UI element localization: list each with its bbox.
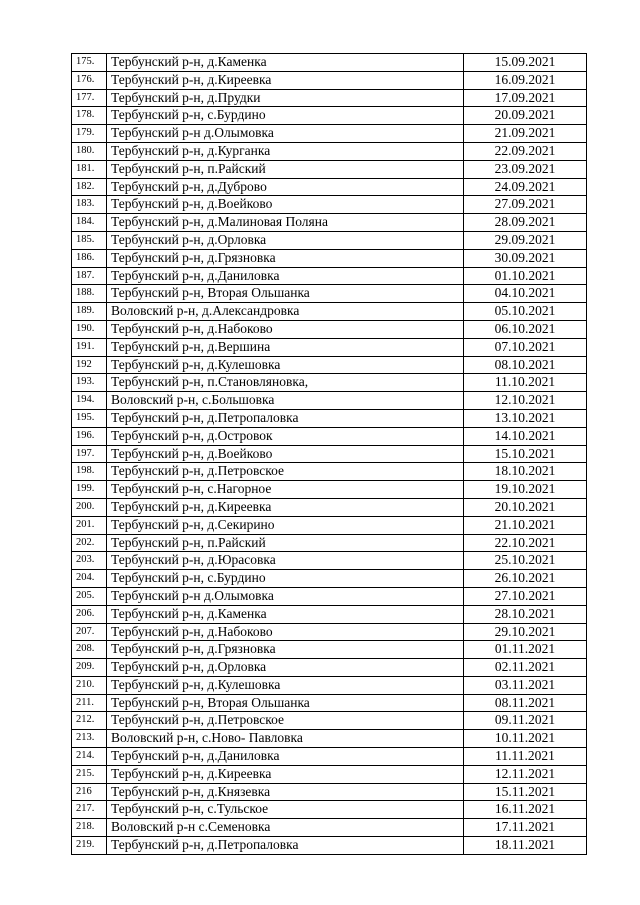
location-cell: Тербунский р-н, Вторая Ольшанка: [107, 694, 464, 712]
location-cell: Тербунский р-н, п.Становляновка,: [107, 374, 464, 392]
row-number-cell: 183.: [72, 196, 107, 214]
date-cell: 06.10.2021: [464, 320, 587, 338]
row-number-cell: 206.: [72, 605, 107, 623]
table-row: [72, 267, 587, 285]
table-row: [72, 481, 587, 499]
table-row: [72, 765, 587, 783]
table-row: [72, 570, 587, 588]
date-cell: 25.10.2021: [464, 552, 587, 570]
table-row: [72, 694, 587, 712]
location-cell: Тербунский р-н, д.Кулешовка: [107, 676, 464, 694]
location-cell: Тербунский р-н, п.Райский: [107, 160, 464, 178]
table-row: [72, 249, 587, 267]
table-row: [72, 659, 587, 677]
date-cell: 29.10.2021: [464, 623, 587, 641]
row-number-cell: 185.: [72, 231, 107, 249]
location-cell: Тербунский р-н, д.Дуброво: [107, 178, 464, 196]
date-cell: 21.10.2021: [464, 516, 587, 534]
date-cell: 28.10.2021: [464, 605, 587, 623]
date-cell: 20.10.2021: [464, 498, 587, 516]
row-number-cell: 216: [72, 783, 107, 801]
date-cell: 09.11.2021: [464, 712, 587, 730]
location-cell: Тербунский р-н, Вторая Ольшанка: [107, 285, 464, 303]
date-cell: 17.09.2021: [464, 89, 587, 107]
row-number-cell: 212.: [72, 712, 107, 730]
date-cell: 07.10.2021: [464, 338, 587, 356]
date-cell: 14.10.2021: [464, 427, 587, 445]
location-cell: Тербунский р-н, д.Курганка: [107, 142, 464, 160]
row-number-cell: 215.: [72, 765, 107, 783]
location-cell: Тербунский р-н, д.Киреевка: [107, 71, 464, 89]
row-number-cell: 192: [72, 356, 107, 374]
table-row: [72, 54, 587, 72]
table-row: [72, 623, 587, 641]
table-row: [72, 89, 587, 107]
location-cell: Тербунский р-н, д.Петропаловка: [107, 837, 464, 855]
row-number-cell: 193.: [72, 374, 107, 392]
date-cell: 16.11.2021: [464, 801, 587, 819]
location-cell: Воловский р-н, д.Александровка: [107, 303, 464, 321]
schedule-table: [71, 53, 587, 855]
date-cell: 15.09.2021: [464, 54, 587, 72]
table-row: [72, 427, 587, 445]
date-cell: 16.09.2021: [464, 71, 587, 89]
date-cell: 29.09.2021: [464, 231, 587, 249]
location-cell: Тербунский р-н, д.Киреевка: [107, 498, 464, 516]
date-cell: 10.11.2021: [464, 730, 587, 748]
date-cell: 02.11.2021: [464, 659, 587, 677]
location-cell: Тербунский р-н, д.Воейково: [107, 196, 464, 214]
row-number-cell: 180.: [72, 142, 107, 160]
location-cell: Тербунский р-н, д.Даниловка: [107, 267, 464, 285]
date-cell: 01.11.2021: [464, 641, 587, 659]
date-cell: 30.09.2021: [464, 249, 587, 267]
row-number-cell: 197.: [72, 445, 107, 463]
row-number-cell: 198.: [72, 463, 107, 481]
row-number-cell: 199.: [72, 481, 107, 499]
row-number-cell: 189.: [72, 303, 107, 321]
row-number-cell: 191.: [72, 338, 107, 356]
row-number-cell: 202.: [72, 534, 107, 552]
row-number-cell: 205.: [72, 587, 107, 605]
location-cell: Тербунский р-н, д.Киреевка: [107, 765, 464, 783]
table-row: [72, 320, 587, 338]
table-row: [72, 712, 587, 730]
row-number-cell: 210.: [72, 676, 107, 694]
date-cell: 11.11.2021: [464, 748, 587, 766]
row-number-cell: 203.: [72, 552, 107, 570]
location-cell: Тербунский р-н, д.Каменка: [107, 605, 464, 623]
date-cell: 17.11.2021: [464, 819, 587, 837]
location-cell: Тербунский р-н, д.Каменка: [107, 54, 464, 72]
date-cell: 18.10.2021: [464, 463, 587, 481]
row-number-cell: 208.: [72, 641, 107, 659]
row-number-cell: 209.: [72, 659, 107, 677]
row-number-cell: 214.: [72, 748, 107, 766]
date-cell: 12.10.2021: [464, 392, 587, 410]
table-row: [72, 605, 587, 623]
row-number-cell: 187.: [72, 267, 107, 285]
location-cell: Тербунский р-н, д.Воейково: [107, 445, 464, 463]
row-number-cell: 207.: [72, 623, 107, 641]
date-cell: 22.09.2021: [464, 142, 587, 160]
row-number-cell: 184.: [72, 214, 107, 232]
row-number-cell: 200.: [72, 498, 107, 516]
location-cell: Тербунский р-н, д.Кулешовка: [107, 356, 464, 374]
date-cell: 08.11.2021: [464, 694, 587, 712]
table-row: [72, 516, 587, 534]
row-number-cell: 177.: [72, 89, 107, 107]
location-cell: Тербунский р-н, д.Петропаловка: [107, 409, 464, 427]
table-row: [72, 178, 587, 196]
table-row: [72, 445, 587, 463]
table-row: [72, 801, 587, 819]
table-row: [72, 374, 587, 392]
row-number-cell: 194.: [72, 392, 107, 410]
date-cell: 18.11.2021: [464, 837, 587, 855]
location-cell: Тербунский р-н, с.Бурдино: [107, 570, 464, 588]
date-cell: 23.09.2021: [464, 160, 587, 178]
location-cell: Тербунский р-н, д.Петровское: [107, 463, 464, 481]
location-cell: Тербунский р-н, д.Орловка: [107, 231, 464, 249]
location-cell: Воловский р-н, с.Ново- Павловка: [107, 730, 464, 748]
location-cell: Тербунский р-н д.Олымовка: [107, 125, 464, 143]
table-row: [72, 463, 587, 481]
row-number-cell: 175.: [72, 54, 107, 72]
row-number-cell: 176.: [72, 71, 107, 89]
table-row: [72, 837, 587, 855]
date-cell: 22.10.2021: [464, 534, 587, 552]
location-cell: Тербунский р-н, д.Грязновка: [107, 249, 464, 267]
table-row: [72, 125, 587, 143]
date-cell: 28.09.2021: [464, 214, 587, 232]
row-number-cell: 196.: [72, 427, 107, 445]
date-cell: 19.10.2021: [464, 481, 587, 499]
table-row: [72, 338, 587, 356]
row-number-cell: 201.: [72, 516, 107, 534]
date-cell: 12.11.2021: [464, 765, 587, 783]
row-number-cell: 182.: [72, 178, 107, 196]
table-row: [72, 534, 587, 552]
date-cell: 27.09.2021: [464, 196, 587, 214]
table-row: [72, 819, 587, 837]
schedule-body: [72, 54, 587, 855]
location-cell: Тербунский р-н, д.Орловка: [107, 659, 464, 677]
location-cell: Тербунский р-н, с.Нагорное: [107, 481, 464, 499]
row-number-cell: 178.: [72, 107, 107, 125]
location-cell: Тербунский р-н, д.Князевка: [107, 783, 464, 801]
table-row: [72, 676, 587, 694]
date-cell: 27.10.2021: [464, 587, 587, 605]
date-cell: 03.11.2021: [464, 676, 587, 694]
table-row: [72, 730, 587, 748]
row-number-cell: 204.: [72, 570, 107, 588]
location-cell: Воловский р-н, с.Большовка: [107, 392, 464, 410]
date-cell: 04.10.2021: [464, 285, 587, 303]
table-row: [72, 748, 587, 766]
table-row: [72, 303, 587, 321]
location-cell: Тербунский р-н, д.Секирино: [107, 516, 464, 534]
table-row: [72, 641, 587, 659]
location-cell: Тербунский р-н, д.Малиновая Поляна: [107, 214, 464, 232]
table-row: [72, 285, 587, 303]
row-number-cell: 186.: [72, 249, 107, 267]
location-cell: Воловский р-н с.Семеновка: [107, 819, 464, 837]
table-row: [72, 196, 587, 214]
table-row: [72, 214, 587, 232]
location-cell: Тербунский р-н, с.Тульское: [107, 801, 464, 819]
table-row: [72, 356, 587, 374]
table-row: [72, 71, 587, 89]
location-cell: Тербунский р-н, д.Петровское: [107, 712, 464, 730]
date-cell: 11.10.2021: [464, 374, 587, 392]
date-cell: 26.10.2021: [464, 570, 587, 588]
location-cell: Тербунский р-н, д.Юрасовка: [107, 552, 464, 570]
location-cell: Тербунский р-н, д.Набоково: [107, 623, 464, 641]
row-number-cell: 188.: [72, 285, 107, 303]
date-cell: 15.10.2021: [464, 445, 587, 463]
table-row: [72, 231, 587, 249]
location-cell: Тербунский р-н, д.Островок: [107, 427, 464, 445]
row-number-cell: 195.: [72, 409, 107, 427]
row-number-cell: 190.: [72, 320, 107, 338]
date-cell: 13.10.2021: [464, 409, 587, 427]
row-number-cell: 211.: [72, 694, 107, 712]
location-cell: Тербунский р-н, д.Грязновка: [107, 641, 464, 659]
date-cell: 24.09.2021: [464, 178, 587, 196]
table-row: [72, 107, 587, 125]
row-number-cell: 218.: [72, 819, 107, 837]
date-cell: 21.09.2021: [464, 125, 587, 143]
date-cell: 20.09.2021: [464, 107, 587, 125]
location-cell: Тербунский р-н, д.Даниловка: [107, 748, 464, 766]
row-number-cell: 219.: [72, 837, 107, 855]
table-row: [72, 587, 587, 605]
row-number-cell: 213.: [72, 730, 107, 748]
table-row: [72, 409, 587, 427]
location-cell: Тербунский р-н, д.Прудки: [107, 89, 464, 107]
table-row: [72, 142, 587, 160]
date-cell: 08.10.2021: [464, 356, 587, 374]
location-cell: Тербунский р-н, с.Бурдино: [107, 107, 464, 125]
location-cell: Тербунский р-н, п.Райский: [107, 534, 464, 552]
row-number-cell: 181.: [72, 160, 107, 178]
row-number-cell: 179.: [72, 125, 107, 143]
row-number-cell: 217.: [72, 801, 107, 819]
location-cell: Тербунский р-н, д.Набоково: [107, 320, 464, 338]
table-row: [72, 552, 587, 570]
date-cell: 15.11.2021: [464, 783, 587, 801]
location-cell: Тербунский р-н, д.Вершина: [107, 338, 464, 356]
table-row: [72, 392, 587, 410]
table-row: [72, 783, 587, 801]
date-cell: 01.10.2021: [464, 267, 587, 285]
location-cell: Тербунский р-н д.Олымовка: [107, 587, 464, 605]
table-row: [72, 160, 587, 178]
date-cell: 05.10.2021: [464, 303, 587, 321]
table-row: [72, 498, 587, 516]
